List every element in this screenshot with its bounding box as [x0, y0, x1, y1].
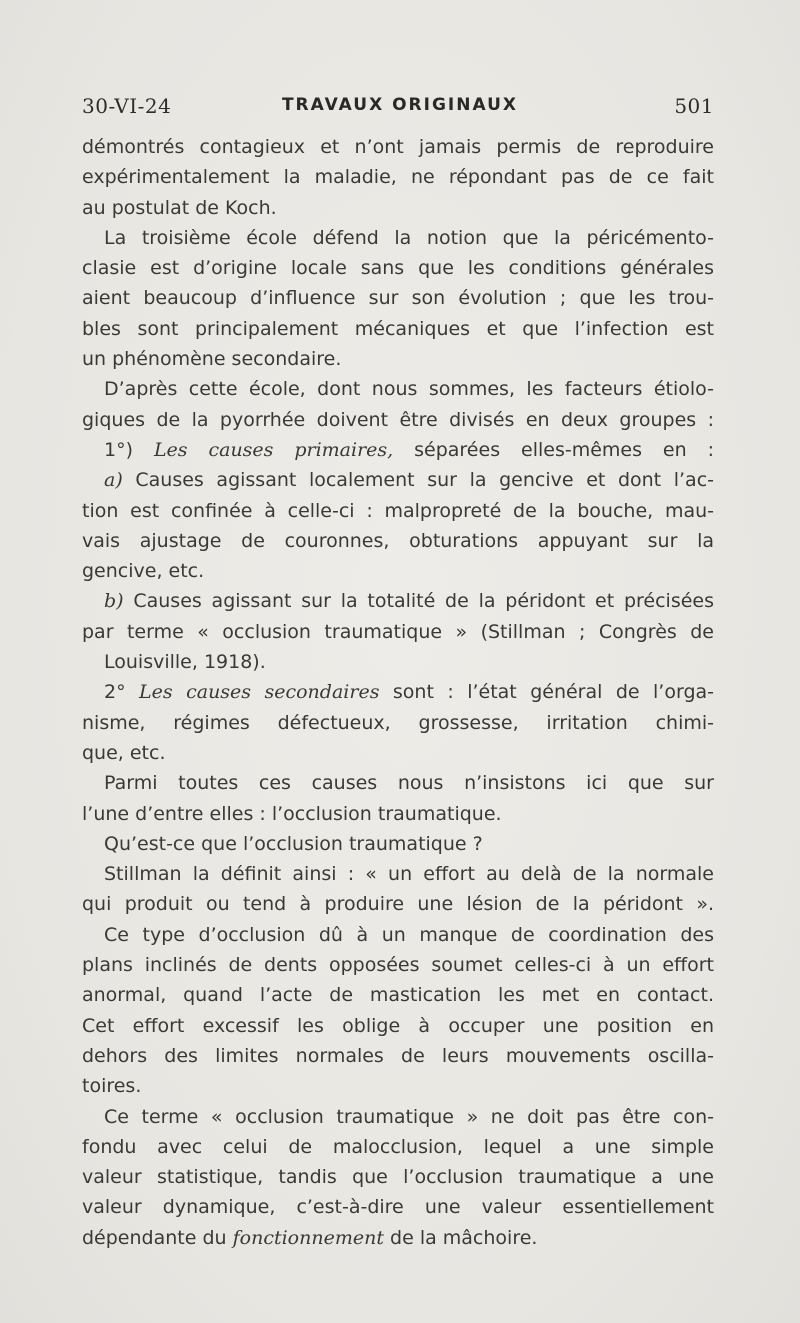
- text-line: un phénomène secondaire.: [82, 348, 342, 371]
- text-line: par terme « occlusion traumatique » (Stillman ; Congrès de: [82, 620, 714, 643]
- header-date: 30-VI-24: [82, 94, 172, 118]
- text-line: démontrés contagieux et n’ont jamais permis de reproduire: [82, 136, 714, 158]
- text-line: [82, 1223, 714, 1253]
- text-segment: de la mâchoire.: [390, 1226, 538, 1249]
- text-line: [82, 465, 714, 495]
- text-segment: dépendante du: [82, 1226, 227, 1249]
- text-line: nisme, régimes défectueux, grossesse, irritation chimi-: [82, 711, 714, 734]
- text-line: au postulat de Koch.: [82, 196, 277, 219]
- text-line: bles sont principalement mécaniques et que l’infection est: [82, 317, 714, 340]
- text-line: valeur dynamique, c’est-à-dire une valeur essentiellement: [82, 1196, 714, 1219]
- text-segment: Causes agissant localement sur la gencive et dont l’ac-: [135, 469, 714, 492]
- italic-heading: Les causes secondaires: [139, 681, 380, 704]
- text-line: fondu avec celui de malocclusion, lequel a une simple: [82, 1135, 714, 1158]
- italic-word: fonctionnement: [232, 1226, 384, 1249]
- list-number: 2°: [104, 681, 126, 704]
- text-line: expérimentalement la maladie, ne répondant pas de ce fait: [82, 166, 714, 189]
- body-text: [82, 132, 714, 1253]
- text-line: [82, 435, 714, 465]
- text-line: gencive, etc.: [82, 560, 205, 583]
- text-line: [82, 586, 714, 616]
- text-line: vais ajustage de couronnes, obturations appuyant sur la: [82, 529, 714, 552]
- text-line: Qu’est-ce que l’occlusion traumatique ?: [104, 832, 483, 855]
- text-line: l’une d’entre elles : l’occlusion traumatique.: [82, 802, 502, 825]
- text-line: que, etc.: [82, 741, 166, 764]
- text-line: Stillman la définit ainsi : « un effort au delà de la normale: [104, 863, 714, 886]
- text-line: Ce terme « occlusion traumatique » ne doit pas être con-: [104, 1105, 714, 1128]
- text-line: Louisville, 1918).: [104, 651, 266, 674]
- list-letter: b): [104, 590, 124, 613]
- text-line: clasie est d’origine locale sans que les conditions générales: [82, 257, 714, 280]
- text-line: Ce type d’occlusion dû à un manque de coordination des: [104, 923, 714, 946]
- text-line: aient beaucoup d’influence sur son évolution ; que les trou-: [82, 287, 714, 310]
- text-line: tion est confinée à celle-ci : malpropreté de la bouche, mau-: [82, 499, 714, 522]
- text-segment: Causes agissant sur la totalité de la péridont et précisées: [133, 590, 714, 613]
- text-segment: séparées elles-mêmes en :: [414, 438, 714, 461]
- header-section-title: TRAVAUX ORIGINAUX: [281, 95, 519, 115]
- text-line: dehors des limites normales de leurs mouvements oscilla-: [82, 1044, 714, 1067]
- text-line: toires.: [82, 1075, 142, 1098]
- text-line: qui produit ou tend à produire une lésion de la péridont ».: [82, 893, 714, 916]
- text-line: anormal, quand l’acte de mastication les met en contact.: [82, 984, 714, 1007]
- text-line: D’après cette école, dont nous sommes, les facteurs étiolo-: [104, 378, 714, 401]
- text-segment: sont : l’état général de l’orga-: [392, 681, 715, 704]
- page-number: 501: [674, 94, 714, 118]
- list-letter: a): [104, 469, 123, 492]
- text-line: [82, 677, 714, 707]
- text-line: valeur statistique, tandis que l’occlusion traumatique a une: [82, 1166, 714, 1189]
- text-line: giques de la pyorrhée doivent être divisés en deux groupes :: [82, 408, 714, 431]
- list-number: 1°): [104, 438, 134, 461]
- italic-heading: Les causes primaires,: [153, 438, 394, 461]
- text-line: Cet effort excessif les oblige à occuper une position en: [82, 1014, 714, 1037]
- text-line: plans inclinés de dents opposées soumet celles-ci à un effort: [82, 954, 714, 977]
- running-header: [82, 94, 714, 124]
- text-line: Parmi toutes ces causes nous n’insistons ici que sur: [104, 772, 714, 795]
- text-line: La troisième école défend la notion que la péricémento-: [104, 226, 714, 249]
